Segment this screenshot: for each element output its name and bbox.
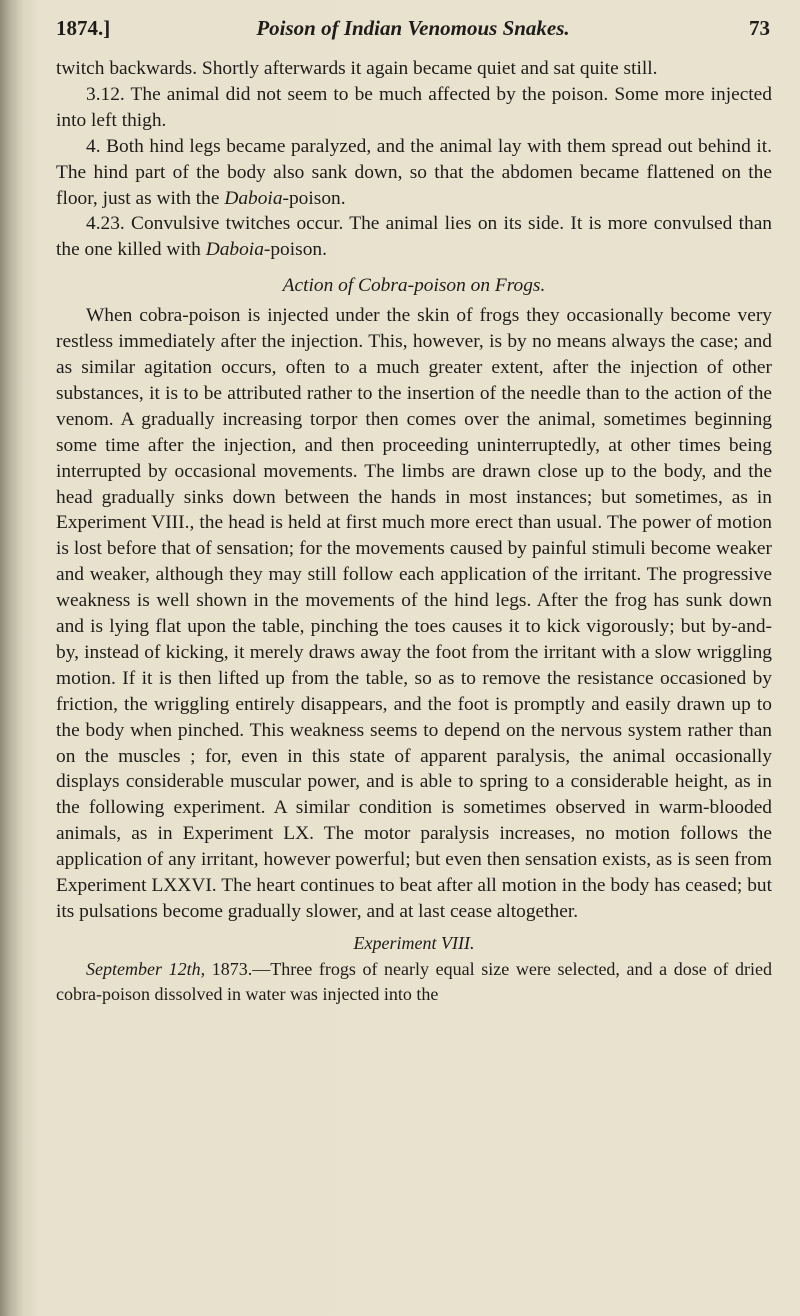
page-number: 73: [749, 16, 770, 40]
experiment-date: September 12th,: [86, 958, 206, 979]
paragraph-4: [56, 134, 772, 212]
paragraph-4-23-text-b: -poison.: [263, 239, 327, 261]
running-header: [56, 16, 770, 46]
paragraph-4-23: [56, 211, 772, 263]
experiment-paragraph: [56, 957, 772, 1007]
paragraph-4-text-a: 4. Both hind legs became paralyzed, and the animal lay with them spread out behind it. The hind part of the body also sank down, so that the abdomen became flattened on the floor, just as with the: [56, 135, 772, 209]
page-body: [56, 56, 772, 1007]
paragraph-frogs: When cobra-poison is injected under the skin of frogs they occasionally become very restless immediately after the injection. This, however, is by no means always the case; and as similar agitation occurs, often to a much greater extent, after the injection of other substances, it is to be attributed rather to the insertion of the needle than to the action of the venom. A gradually increasing torpor then comes over the animal, sometimes beginning some time after the injection, and then proceeding uninterruptedly, at other times being interrupted by occasional movements. The limbs are drawn close up to the body, and the head gradually sinks down between the hands in most instances; but sometimes, as in Experiment VIII., the head is held at first much more erect than usual. The power of motion is lost before that of sensation; for the movements caused by painful stimuli become weaker and weaker, although they may still follow each application of the irritant. The progressive weakness is well shown in the movements of the hind legs. After the frog has sunk down and is lying flat upon the table, pinching the toes causes it to kick vigorously; but by-and-by, instead of kicking, it merely draws away the foot from the irritant with a slow wriggling motion. If it is then lifted up from the table, so as to remove the resistance occasioned by friction, the wriggling entirely disappears, and the foot is promptly and easily drawn up to the body when pinched. This weakness seems to depend on the nervous system rather than on the muscles ; for, even in this state of apparent paralysis, the animal occasionally displays considerable muscular power, and is able to spring to a considerable height, as in the following experiment. A similar condition is sometimes observed in warm-blooded animals, as in Experiment LX. The motor paralysis increases, no motion follows the application of any irritant, however powerful; but even then sensation exists, as is seen from Experiment LXXVI. The heart continues to beat after all motion in the body has ceased; but its pulsations become gradually slower, and at last cease altogether.: [56, 305, 772, 922]
paragraph-continuation: twitch backwards. Shortly afterwards it again became quiet and sat quite still.: [56, 58, 658, 79]
experiment-text: 1873.—Three frogs of nearly equal size were selected, and a dose of dried cobra-poison dissolved in water was injected into the: [56, 958, 772, 1004]
header-year: 1874.]: [56, 16, 111, 40]
section-heading: Action of Cobra-poison on Frogs.: [282, 275, 546, 297]
experiment-heading: Experiment VIII.: [353, 932, 475, 953]
paragraph-4-23-text-a: 4.23. Convulsive twitches occur. The animal lies on its side. It is more convulsed than the one killed with: [56, 213, 772, 261]
header-title: Poison of Indian Venomous Snakes.: [256, 16, 570, 40]
paragraph-3-12: 3.12. The animal did not seem to be much affected by the poison. Some more injected into left thigh.: [56, 83, 772, 131]
paragraph-4-23-italic: Daboia: [205, 239, 264, 261]
paragraph-4-text-b: -poison.: [282, 187, 346, 209]
paragraph-4-italic: Daboia: [224, 187, 283, 209]
